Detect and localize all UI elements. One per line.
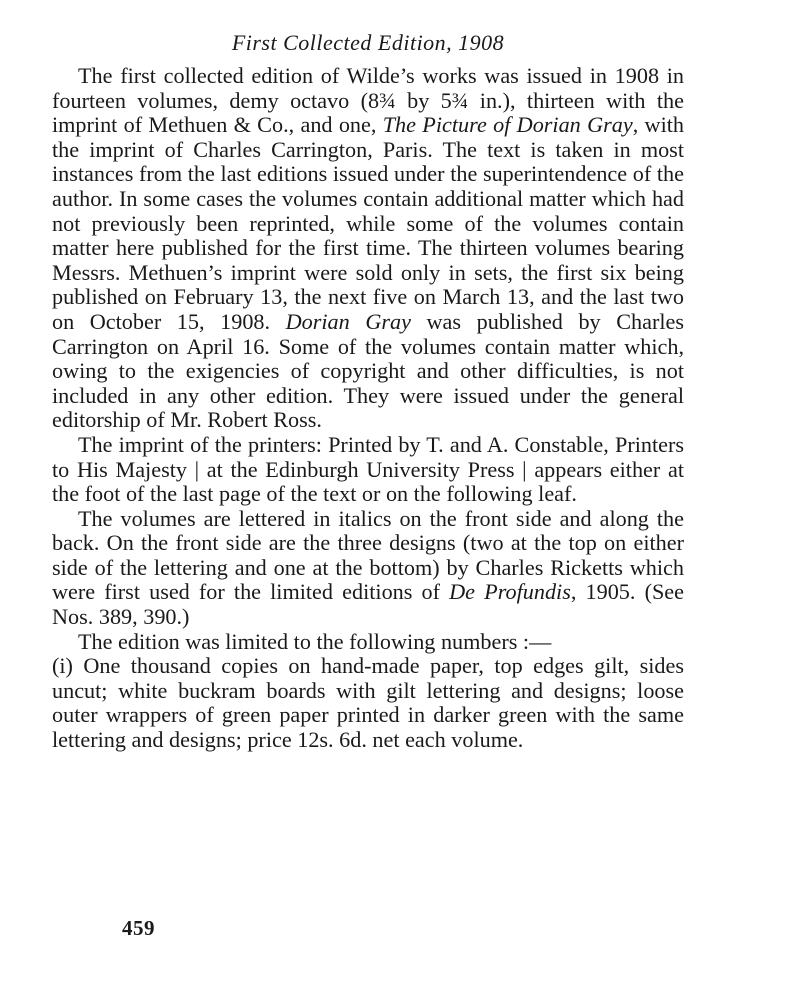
paragraph — [52, 630, 684, 655]
text-segment: The edition was limited to the following numbers :— — [78, 628, 552, 654]
text-segment: , 1905. (See Nos. 389, 390.) — [52, 579, 684, 630]
paragraph — [52, 507, 684, 630]
running-head: First Collected Edition, 1908 — [231, 30, 505, 55]
text-segment: , with the imprint of Charles Carrington, Paris. The text is taken in most instances from the last editions issued under the superintendence of the author. In some cases the volumes contain additional matter which had not previously been reprinted, while some of the volumes contain matter here published for the first time. The thirteen volumes bearing Messrs. Methuen’s imprint were sold only in sets, the first six being published on February 13, the next five on March 13, and the last two on October 15, 1908. — [52, 112, 684, 334]
text-segment: (i) One thousand copies on hand-made paper, top edges gilt, sides uncut; white buckram boards with gilt lettering and designs; loose outer wrappers of green paper printed in darker green with the same lettering and designs; price 12s. 6d. net each volume. — [52, 653, 684, 753]
paragraph — [52, 64, 684, 433]
paragraph — [52, 433, 684, 507]
italic-title: The Picture of Dorian Gray — [382, 112, 633, 138]
page-number: 459 — [122, 916, 155, 940]
text-segment: The first collected edition of Wilde’s works was issued in 1908 in fourteen volumes, demy octavo (8¾ by 5¾ in.), thirteen with the imprint of Methuen & Co., and one, — [52, 63, 684, 138]
italic-title: Dorian Gray — [285, 308, 411, 334]
paragraph — [52, 654, 684, 752]
text-segment: The imprint of the printers: Printed by T. and A. Constable, Printers to His Majesty | at the Edinburgh University Press | appears either at the foot of the last page of the text or on the following leaf. — [52, 431, 684, 507]
text-segment: The volumes are lettered in italics on the front side and along the back. On the front side are the three designs (two at the top on either side of the lettering and one at the bottom) by Charles Ricketts which were first used for the limited editions of — [52, 505, 684, 605]
italic-title: De Profundis — [449, 579, 571, 605]
document-page — [52, 28, 684, 753]
body-text — [52, 64, 684, 753]
text-segment: was published by Charles Carrington on April 16. Some of the volumes contain matter which, owing to the exigencies of copyright and other difficulties, is not included in any other edition. They were issued under the general editorship of Mr. Robert Ross. — [52, 308, 685, 433]
